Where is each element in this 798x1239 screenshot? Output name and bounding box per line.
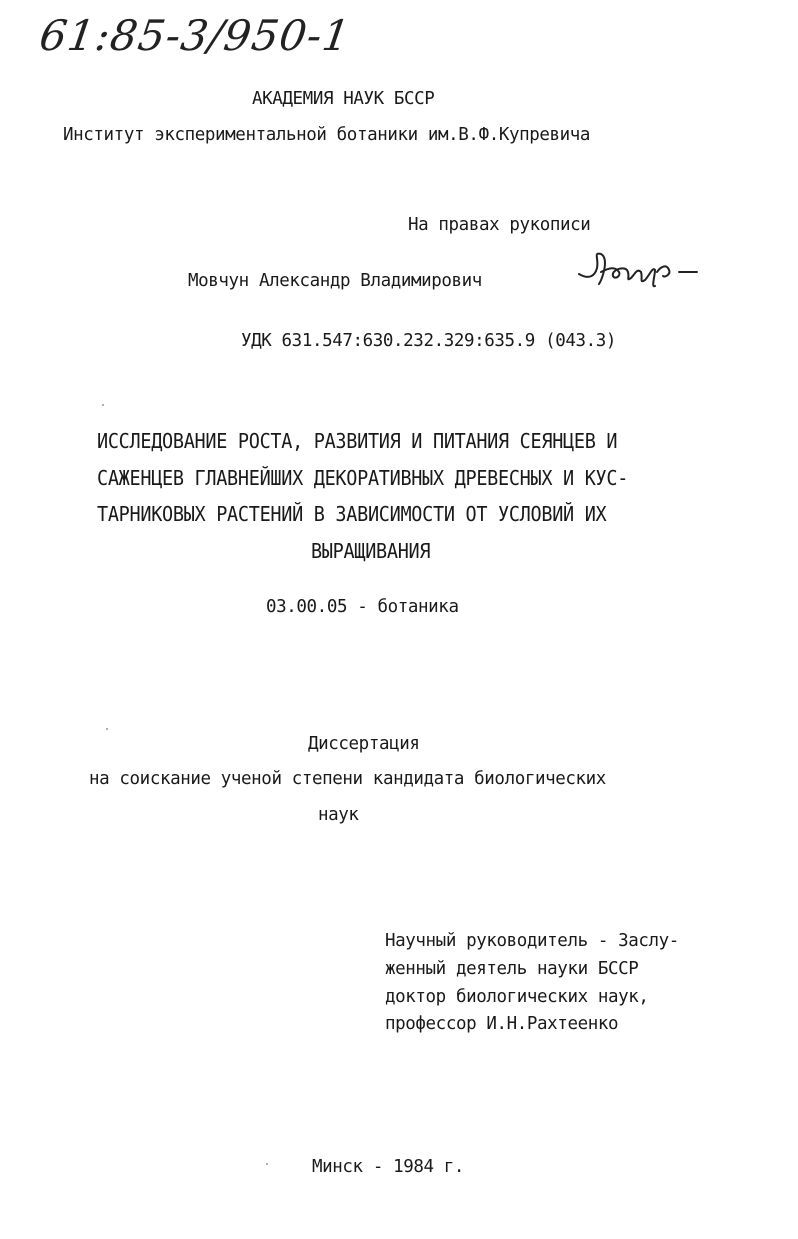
manuscript-rights: На правах рукописи [408,215,591,235]
supervisor-line-4: профессор И.Н.Рахтеенко [385,1014,619,1034]
degree-line-2: на соискание ученой степени кандидата биологических [89,769,606,789]
degree-line-1: Диссертация [308,734,420,754]
degree-line-3: наук [318,805,359,825]
supervisor-line-3: доктор биологических наук, [385,987,649,1007]
academy-name: АКАДЕМИЯ НАУК БССР [252,89,435,109]
author-name: Мовчун Александр Владимирович [188,271,482,291]
title-line-1: ИССЛЕДОВАНИЕ РОСТА, РАЗВИТИЯ И ПИТАНИЯ СЕЯНЦЕВ И [97,430,618,454]
city-year: Минск - 1984 г. [312,1157,465,1177]
specialty-code: 03.00.05 - ботаника [266,597,459,617]
archive-number-handwritten: 61:85-3/950-1 [36,11,354,60]
title-line-2: САЖЕНЦЕВ ГЛАВНЕЙШИХ ДЕКОРАТИВНЫХ ДРЕВЕСНЫХ И КУС- [97,467,629,491]
title-line-4: ВЫРАЩИВАНИЯ [311,540,431,564]
institute-name: Институт экспериментальной ботаники им.В.Ф.Купревича [63,125,591,145]
supervisor-line-1: Научный руководитель - Заслу- [385,931,679,951]
paper-speck [266,1163,268,1165]
author-signature [575,248,705,294]
title-line-3: ТАРНИКОВЫХ РАСТЕНИЙ В ЗАВИСИМОСТИ ОТ УСЛОВИЙ ИХ [97,503,607,527]
supervisor-line-2: женный деятель науки БССР [385,959,639,979]
paper-speck [106,728,108,730]
udk-code: УДК 631.547:630.232.329:635.9 (043.3) [241,331,617,351]
paper-speck [102,404,104,406]
